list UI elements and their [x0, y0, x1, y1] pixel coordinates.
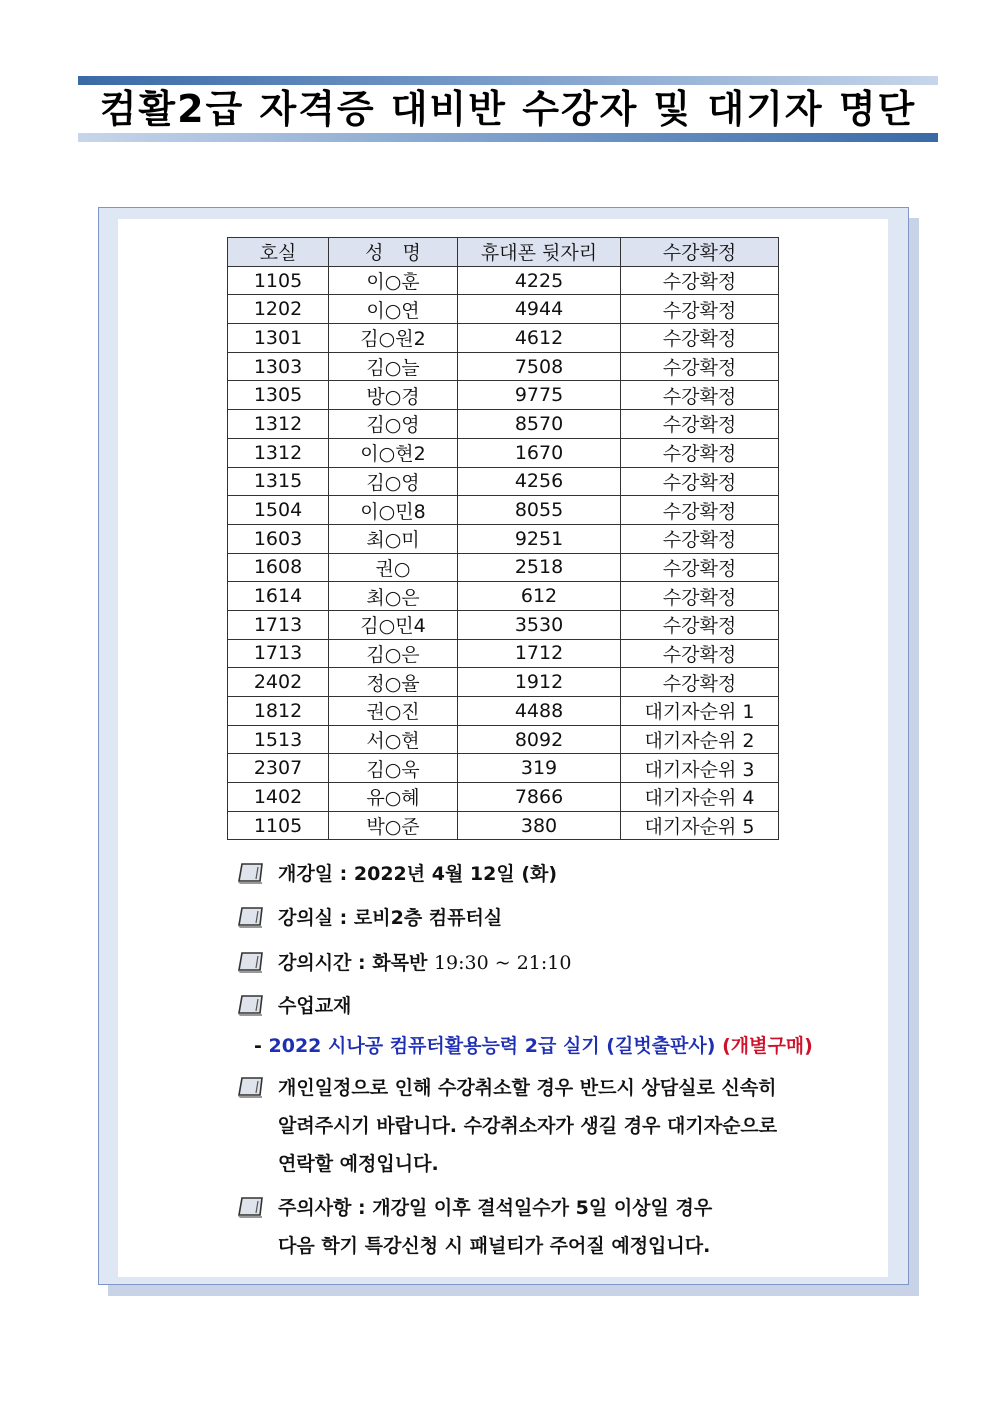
table-row [228, 697, 779, 726]
cell-phone: 8092 [458, 725, 621, 754]
cell-phone: 1712 [458, 639, 621, 668]
cell-phone: 4225 [458, 266, 621, 295]
table-row [228, 811, 779, 840]
cell-status: 수강확정 [621, 553, 779, 582]
cell-room: 1301 [228, 324, 329, 353]
note-start-date [236, 862, 557, 893]
cell-phone: 4256 [458, 467, 621, 496]
cell-status: 수강확정 [621, 410, 779, 439]
cell-phone: 4612 [458, 324, 621, 353]
table-row [228, 266, 779, 295]
cell-status: 대기자순위 1 [621, 697, 779, 726]
cell-name: 김○영 [329, 467, 458, 496]
cell-name: 김○은 [329, 639, 458, 668]
table-row [228, 410, 779, 439]
cell-phone: 8570 [458, 410, 621, 439]
cell-room: 1312 [228, 410, 329, 439]
note-room [236, 906, 502, 937]
cell-status: 대기자순위 4 [621, 783, 779, 812]
table-row [228, 295, 779, 324]
note-caution [236, 1196, 712, 1265]
cell-status: 수강확정 [621, 324, 779, 353]
cell-name: 최○은 [329, 582, 458, 611]
cell-status: 대기자순위 2 [621, 725, 779, 754]
note-textbook [236, 994, 351, 1025]
cell-room: 1105 [228, 811, 329, 840]
cell-phone: 1912 [458, 668, 621, 697]
cell-status: 수강확정 [621, 639, 779, 668]
cell-room: 1713 [228, 639, 329, 668]
note-time [236, 951, 571, 982]
cell-room: 2402 [228, 668, 329, 697]
cell-status: 수강확정 [621, 381, 779, 410]
cell-name: 김○민4 [329, 610, 458, 639]
cell-phone: 7508 [458, 352, 621, 381]
cell-phone: 3530 [458, 610, 621, 639]
table-row [228, 668, 779, 697]
table-header-row [228, 238, 779, 267]
cell-phone: 7866 [458, 783, 621, 812]
cell-room: 2307 [228, 754, 329, 783]
cancel-line-1: 개인일정으로 인해 수강취소할 경우 반드시 상담실로 신속히 [278, 1077, 777, 1099]
cell-name: 이○훈 [329, 266, 458, 295]
caution-line-2: 다음 학기 특강신청 시 패널티가 주어질 예정입니다. [278, 1235, 711, 1257]
cell-room: 1303 [228, 352, 329, 381]
textbook-title: 2022 시나공 컴퓨터활용능력 2급 실기 (길벗출판사) [268, 1035, 716, 1057]
cell-status: 대기자순위 5 [621, 811, 779, 840]
cell-room: 1504 [228, 496, 329, 525]
checkbox-note-icon [236, 906, 264, 930]
cell-status: 대기자순위 3 [621, 754, 779, 783]
table-row [228, 754, 779, 783]
time-label: 강의시간 : 화목반 [278, 952, 428, 974]
textbook-dash: - [254, 1035, 269, 1057]
cell-phone: 319 [458, 754, 621, 783]
title-banner [78, 76, 938, 142]
cell-phone: 4944 [458, 295, 621, 324]
roster-table [227, 237, 779, 840]
cell-phone: 380 [458, 811, 621, 840]
time-text [278, 944, 571, 982]
cancel-line-2: 알려주시기 바랍니다. 수강취소자가 생길 경우 대기자순으로 [278, 1115, 778, 1137]
roster-body [228, 266, 779, 840]
checkbox-note-icon [236, 994, 264, 1018]
table-row [228, 610, 779, 639]
cell-name: 권○진 [329, 697, 458, 726]
cell-name: 김○욱 [329, 754, 458, 783]
table-row [228, 438, 779, 467]
table-row [228, 582, 779, 611]
checkbox-note-icon [236, 951, 264, 975]
cell-name: 김○늘 [329, 352, 458, 381]
cell-room: 1315 [228, 467, 329, 496]
banner-bottom-bar [78, 133, 938, 142]
header-status: 수강확정 [621, 238, 779, 267]
cell-name: 김○원2 [329, 324, 458, 353]
table-row [228, 324, 779, 353]
table-row [228, 496, 779, 525]
cell-phone: 9775 [458, 381, 621, 410]
table-row [228, 553, 779, 582]
table-row [228, 639, 779, 668]
cell-status: 수강확정 [621, 582, 779, 611]
table-row [228, 381, 779, 410]
cell-status: 수강확정 [621, 467, 779, 496]
cell-phone: 2518 [458, 553, 621, 582]
cell-status: 수강확정 [621, 352, 779, 381]
start-date-text: 개강일 : 2022년 4월 12일 (화) [278, 863, 558, 885]
cell-room: 1513 [228, 725, 329, 754]
cell-name: 박○준 [329, 811, 458, 840]
header-room: 호실 [228, 238, 329, 267]
cell-name: 이○민8 [329, 496, 458, 525]
cell-name: 이○현2 [329, 438, 458, 467]
banner-top-bar [78, 76, 938, 85]
cell-phone: 1670 [458, 438, 621, 467]
cancel-text [278, 1069, 777, 1183]
cell-room: 1603 [228, 524, 329, 553]
cell-name: 이○연 [329, 295, 458, 324]
cell-room: 1312 [228, 438, 329, 467]
textbook-label: 수업교재 [278, 995, 352, 1017]
caution-text [278, 1189, 712, 1265]
time-value: 19:30 ~ 21:10 [433, 952, 572, 974]
cell-name: 유○혜 [329, 783, 458, 812]
note-cancel [236, 1076, 777, 1183]
checkbox-note-icon [236, 1076, 264, 1100]
header-phone: 휴대폰 뒷자리 [458, 238, 621, 267]
cell-phone: 612 [458, 582, 621, 611]
checkbox-note-icon [236, 862, 264, 886]
cell-room: 1614 [228, 582, 329, 611]
checkbox-note-icon [236, 1196, 264, 1220]
page-title: 컴활2급 자격증 대비반 수강자 및 대기자 명단 [99, 87, 917, 131]
room-text: 강의실 : 로비2층 컴퓨터실 [278, 907, 503, 929]
cell-room: 1305 [228, 381, 329, 410]
table-row [228, 524, 779, 553]
table-row [228, 467, 779, 496]
cell-status: 수강확정 [621, 438, 779, 467]
cell-status: 수강확정 [621, 266, 779, 295]
cell-room: 1812 [228, 697, 329, 726]
cell-phone: 8055 [458, 496, 621, 525]
cell-name: 방○경 [329, 381, 458, 410]
cell-status: 수강확정 [621, 496, 779, 525]
cell-name: 정○율 [329, 668, 458, 697]
cell-room: 1202 [228, 295, 329, 324]
cell-name: 김○영 [329, 410, 458, 439]
cell-status: 수강확정 [621, 610, 779, 639]
header-name: 성 명 [329, 238, 458, 267]
cell-status: 수강확정 [621, 524, 779, 553]
table-row [228, 783, 779, 812]
cell-status: 수강확정 [621, 295, 779, 324]
caution-line-1: 주의사항 : 개강일 이후 결석일수가 5일 이상일 경우 [278, 1197, 713, 1219]
cell-phone: 9251 [458, 524, 621, 553]
cell-phone: 4488 [458, 697, 621, 726]
cell-name: 권○ [329, 553, 458, 582]
cell-room: 1105 [228, 266, 329, 295]
table-row [228, 352, 779, 381]
cell-room: 1402 [228, 783, 329, 812]
cancel-line-3: 연락할 예정입니다. [278, 1153, 439, 1175]
textbook-purchase: (개별구매) [722, 1035, 813, 1057]
cell-room: 1608 [228, 553, 329, 582]
cell-room: 1713 [228, 610, 329, 639]
table-row [228, 725, 779, 754]
cell-status: 수강확정 [621, 668, 779, 697]
cell-name: 서○현 [329, 725, 458, 754]
textbook-line [254, 1031, 813, 1058]
cell-name: 최○미 [329, 524, 458, 553]
